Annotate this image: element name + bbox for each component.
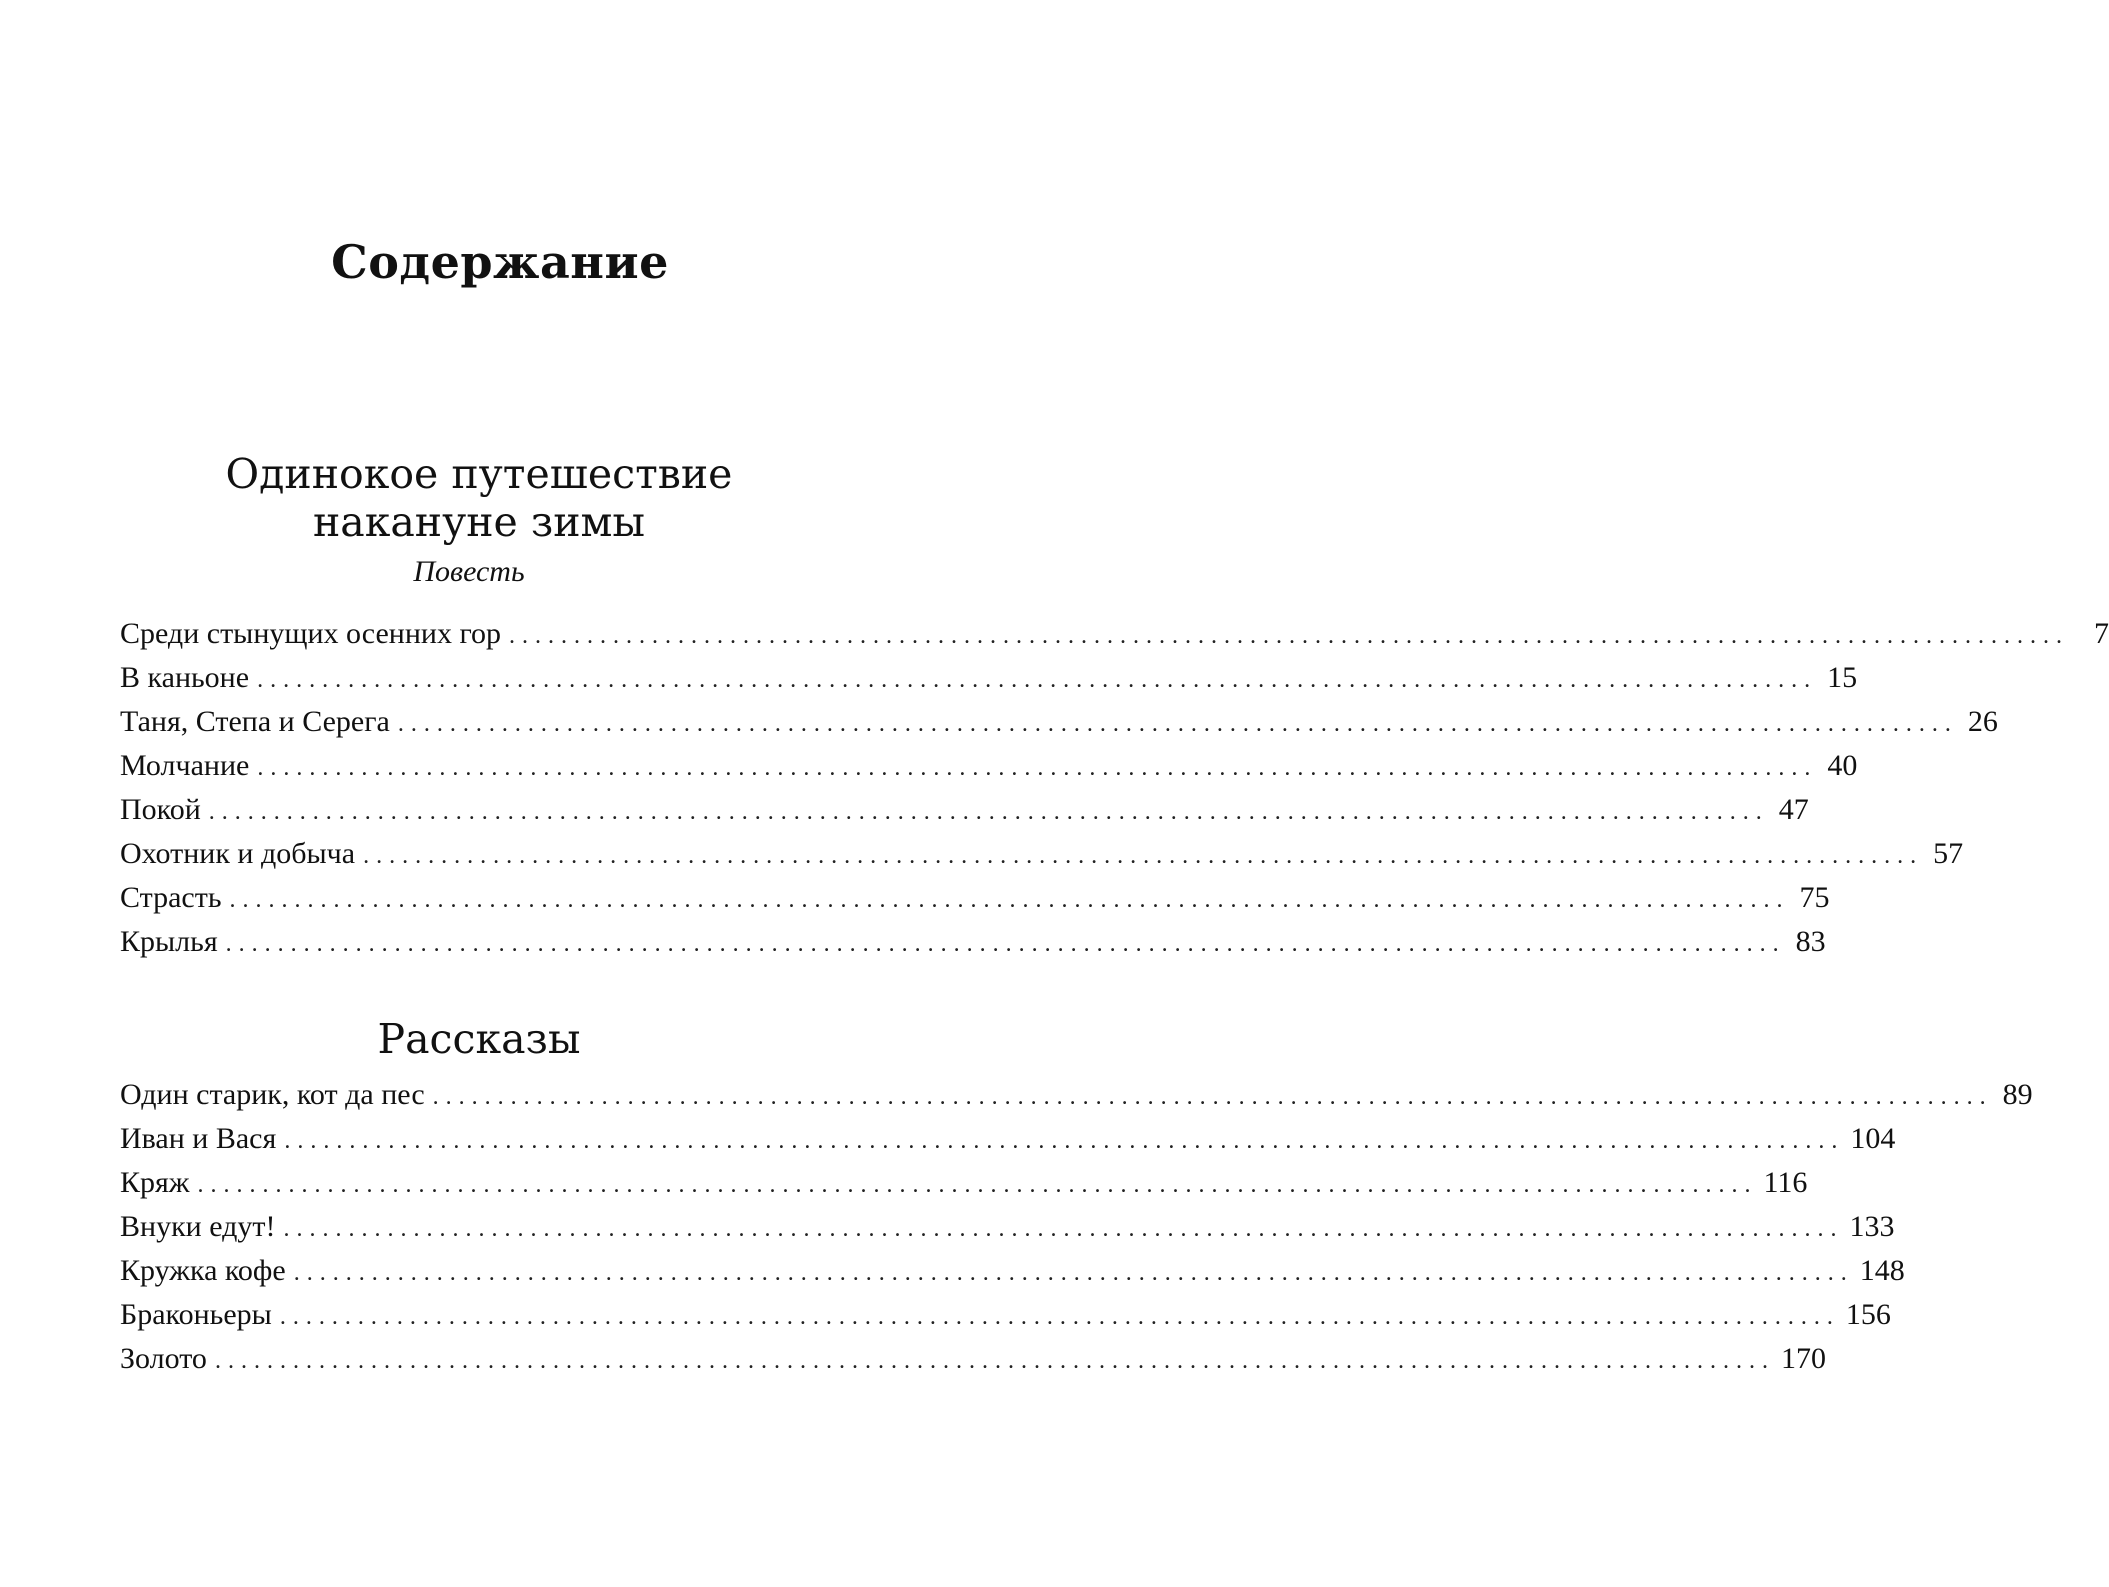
dot-leader: ........................................................................................................................ (229, 887, 1790, 913)
toc-entry[interactable] (120, 1337, 1826, 1381)
toc-entry-title: Иван и Вася (120, 1122, 277, 1155)
toc-entry[interactable] (120, 612, 2109, 656)
toc-entry-page: 116 (1763, 1166, 1808, 1199)
toc-entry[interactable] (120, 1293, 1891, 1337)
page-title: Содержание (331, 235, 669, 289)
section-title-line: накануне зимы (312, 498, 646, 546)
toc-entry[interactable] (120, 1117, 1896, 1161)
section-title-line: Одинокое путешествие (225, 450, 733, 498)
toc-entry-title: Кружка кофе (120, 1254, 286, 1287)
toc-entry-page: 89 (2002, 1078, 2033, 1111)
toc-entry-page: 7 (2094, 617, 2109, 650)
section-stories (120, 1015, 2033, 1381)
dot-leader: ........................................................................................................................ (293, 1260, 1854, 1286)
toc-entry-title: Страсть (120, 881, 222, 914)
toc-entry-title: Молчание (120, 749, 250, 782)
toc-entry[interactable] (120, 788, 1809, 832)
toc-entry-title: Один старик, кот да пес (120, 1078, 425, 1111)
dot-leader: ........................................................................................................................ (257, 667, 1818, 693)
toc-entry-page: 170 (1780, 1342, 1826, 1375)
section-subtitle: Повесть (413, 555, 525, 588)
toc-entry-page: 148 (1859, 1254, 1905, 1287)
toc-entry-page: 75 (1799, 881, 1830, 914)
toc-entry-title: Браконьеры (120, 1298, 272, 1331)
toc-entry[interactable] (120, 656, 1858, 700)
toc-entry-title: Таня, Степа и Серега (120, 705, 390, 738)
toc-entry-page: 26 (1967, 705, 1998, 738)
toc-entry-title: Охотник и добыча (120, 837, 356, 870)
toc-entry-title: Покой (120, 793, 201, 826)
toc-entry[interactable] (120, 744, 1858, 788)
section-title-line: Рассказы (377, 1015, 581, 1063)
toc-entry-page: 47 (1778, 793, 1809, 826)
dot-leader: ........................................................................................................................ (279, 1304, 1840, 1330)
section-title (60, 1015, 898, 1063)
toc-entry-page: 104 (1850, 1122, 1896, 1155)
toc-entry[interactable] (120, 700, 1998, 744)
toc-entry-title: Золото (120, 1342, 207, 1375)
section-povest (120, 450, 2109, 964)
dot-leader: ........................................................................................................................ (257, 755, 1818, 781)
dot-leader: ........................................................................................................................ (225, 931, 1786, 957)
toc-entry-page: 57 (1933, 837, 1964, 870)
toc-entry[interactable] (120, 1249, 1905, 1293)
toc-entry-page: 15 (1827, 661, 1858, 694)
toc-entry[interactable] (120, 876, 1830, 920)
dot-leader: ........................................................................................................................ (432, 1084, 1993, 1110)
dot-leader: ........................................................................................................................ (509, 623, 2070, 649)
toc-entry[interactable] (120, 832, 1964, 876)
toc-list (120, 1073, 2033, 1381)
toc-entry-page: 83 (1795, 925, 1826, 958)
dot-leader: ........................................................................................................................ (214, 1348, 1775, 1374)
toc-entry-page: 133 (1849, 1210, 1895, 1243)
section-title (60, 450, 898, 546)
dot-leader: ........................................................................................................................ (197, 1172, 1758, 1198)
dot-leader: ........................................................................................................................ (284, 1128, 1845, 1154)
toc-entry-title: Крылья (120, 925, 218, 958)
toc-entry-page: 40 (1827, 749, 1858, 782)
toc-entry-page: 156 (1845, 1298, 1891, 1331)
toc-entry-title: Кряж (120, 1166, 190, 1199)
dot-leader: ........................................................................................................................ (363, 843, 1924, 869)
toc-entry-title: В каньоне (120, 661, 250, 694)
dot-leader: ........................................................................................................................ (208, 799, 1769, 825)
dot-leader: ........................................................................................................................ (397, 711, 1958, 737)
toc-entry[interactable] (120, 920, 1826, 964)
toc-list (120, 612, 2109, 964)
toc-entry-title: Внуки едут! (120, 1210, 276, 1243)
dot-leader: ........................................................................................................................ (283, 1216, 1844, 1242)
toc-entry[interactable] (120, 1205, 1895, 1249)
toc-entry[interactable] (120, 1073, 2033, 1117)
toc-entry-title: Среди стынущих осенних гор (120, 617, 502, 650)
toc-entry[interactable] (120, 1161, 1808, 1205)
